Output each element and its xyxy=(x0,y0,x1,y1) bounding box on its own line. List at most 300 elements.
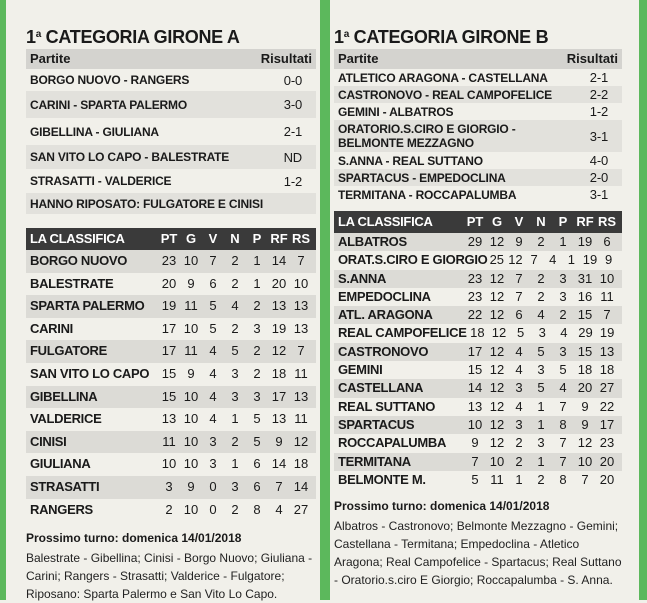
stat-cell: 22 xyxy=(467,307,483,323)
match-row xyxy=(334,186,622,203)
title-number: 1 xyxy=(26,27,36,47)
standings-row xyxy=(334,270,622,288)
stat-cell: 12 xyxy=(489,398,505,414)
standings-row xyxy=(334,324,622,342)
match-score: 2-1 xyxy=(283,124,302,139)
stat-cell: 13 xyxy=(161,411,177,427)
stat-cell: 7 xyxy=(559,398,567,414)
stat-cell: 1 xyxy=(231,411,239,427)
stat-cell: 5 xyxy=(253,411,261,427)
stat-cell: 9 xyxy=(581,416,589,432)
stat-cell: 3 xyxy=(515,416,523,432)
standings-row xyxy=(26,431,316,454)
stat-cell: 2 xyxy=(515,453,523,469)
stat-cell: 2 xyxy=(165,501,173,517)
stat-cell: 12 xyxy=(489,270,505,286)
stat-cell: 25 xyxy=(489,252,505,268)
stat-cell: 13 xyxy=(293,298,309,314)
standings-col-6: RF xyxy=(270,231,288,246)
partite-label: Partite xyxy=(338,51,379,66)
standings-row xyxy=(26,363,316,386)
stat-cell: 6 xyxy=(253,478,261,494)
stat-cell: 5 xyxy=(209,320,217,336)
stat-cell: 12 xyxy=(489,435,505,451)
match-row xyxy=(334,120,622,152)
title-superscript: a xyxy=(35,29,41,40)
team-name: SPARTA PALERMO xyxy=(30,298,145,314)
stat-cell: 3 xyxy=(538,325,546,341)
risultati-label: Risultati xyxy=(566,51,618,66)
stat-cell: 11 xyxy=(184,298,198,314)
stat-cell: 13 xyxy=(599,343,615,359)
team-name: ROCCAPALUMBA xyxy=(338,435,447,451)
match-score: 3-1 xyxy=(589,128,608,144)
standings-col-4: N xyxy=(230,231,240,246)
stat-cell: 13 xyxy=(293,388,309,404)
team-name: REAL SUTTANO xyxy=(338,398,436,414)
standings-row xyxy=(26,499,316,522)
section-title xyxy=(334,24,622,46)
stat-cell: 10 xyxy=(183,388,199,404)
stat-cell: 14 xyxy=(467,380,483,396)
match-teams: ATLETICO ARAGONA - CASTELLANA xyxy=(338,70,548,85)
standings-row xyxy=(26,476,316,499)
stat-cell: 9 xyxy=(605,252,613,268)
standings-col-7: RS xyxy=(291,231,311,246)
stat-cell: 11 xyxy=(490,471,504,487)
stat-cell: 23 xyxy=(467,288,483,304)
stat-cell: 17 xyxy=(271,388,287,404)
stat-cell: 12 xyxy=(508,252,523,268)
stat-cell: 9 xyxy=(581,398,589,414)
stat-cell: 20 xyxy=(599,453,615,469)
match-score: 2-1 xyxy=(589,70,608,85)
stat-cell: 3 xyxy=(209,433,217,449)
match-teams: STRASATTI - VALDERICE xyxy=(30,174,172,188)
stat-cell: 4 xyxy=(275,501,283,517)
standings-header xyxy=(334,211,622,233)
stat-cell: 3 xyxy=(253,320,261,336)
stat-cell: 2 xyxy=(537,471,545,487)
match-teams: TERMITANA - ROCCAPALUMBA xyxy=(338,187,517,202)
team-name: EMPEDOCLINA xyxy=(338,288,431,304)
match-teams: CASTRONOVO - REAL CAMPOFELICE xyxy=(338,87,552,102)
stat-cell: 3 xyxy=(559,270,567,286)
stat-cell: 3 xyxy=(231,388,239,404)
stat-cell: 11 xyxy=(294,411,308,427)
stat-cell: 13 xyxy=(467,398,483,414)
standings-col-2: G xyxy=(185,231,197,246)
stat-cell: 15 xyxy=(161,388,177,404)
stat-cell: 15 xyxy=(577,343,593,359)
stat-cell: 16 xyxy=(577,288,593,304)
stat-cell: 5 xyxy=(559,362,567,378)
stat-cell: 1 xyxy=(253,275,261,291)
match-row xyxy=(334,152,622,169)
match-teams: SPARTACUS - EMPEDOCLINA xyxy=(338,170,506,185)
stat-cell: 12 xyxy=(271,343,287,359)
team-name: VALDERICE xyxy=(30,411,102,427)
stat-cell: 3 xyxy=(231,478,239,494)
standings-row xyxy=(334,453,622,471)
stat-cell: 11 xyxy=(162,433,176,449)
stat-cell: 3 xyxy=(559,288,567,304)
team-name: BORGO NUOVO xyxy=(30,253,128,268)
stat-cell: 4 xyxy=(549,252,557,268)
stat-cell: 19 xyxy=(582,252,598,268)
stat-cell: 29 xyxy=(578,325,593,341)
team-name: FULGATORE xyxy=(30,343,107,359)
stat-cell: 2 xyxy=(537,270,545,286)
next-round-title: Prossimo turno: domenica 14/01/2018 xyxy=(26,531,242,546)
stat-cell: 14 xyxy=(271,456,287,472)
stat-cell: 4 xyxy=(515,398,523,414)
stat-cell: 8 xyxy=(559,416,567,432)
stat-cell: 2 xyxy=(537,288,545,304)
standings-col-7: RS xyxy=(597,214,617,229)
match-score: 4-0 xyxy=(589,153,608,168)
match-score: 3-1 xyxy=(589,187,608,202)
next-round-fixtures: Balestrate - Gibellina; Cinisi - Borgo Nuovo; Giuliana - Carini; Rangers - Strasatti; Valderice - Fulgatore; Riposano: Sparta Palermo e San Vito Lo Capo. xyxy=(26,551,313,602)
stat-cell: 8 xyxy=(253,501,261,517)
stat-cell: 7 xyxy=(471,453,479,469)
stat-cell: 18 xyxy=(470,325,485,341)
stat-cell: 5 xyxy=(471,471,479,487)
standings-col-2: G xyxy=(491,214,503,229)
stat-cell: 2 xyxy=(253,343,261,359)
stat-cell: 1 xyxy=(253,253,261,268)
title-text: CATEGORIA GIRONE B xyxy=(348,27,549,47)
standings-row xyxy=(26,453,316,476)
match-teams: GIBELLINA - GIULIANA xyxy=(30,124,159,139)
stat-cell: 6 xyxy=(209,275,217,291)
stat-cell: 31 xyxy=(577,270,593,286)
stat-cell: 5 xyxy=(537,380,545,396)
match-row xyxy=(26,69,316,91)
standings-row xyxy=(26,273,316,296)
stat-cell: 17 xyxy=(599,416,615,432)
stat-cell: 17 xyxy=(161,320,177,336)
stat-cell: 3 xyxy=(559,343,567,359)
team-name: CARINI xyxy=(30,320,73,336)
stat-cell: 3 xyxy=(537,362,545,378)
stat-cell: 3 xyxy=(209,456,217,472)
stat-cell: 17 xyxy=(467,343,483,359)
standings-row xyxy=(26,340,316,363)
stat-cell: 10 xyxy=(183,433,199,449)
team-name: ORAT.S.CIRO E GIORGIO xyxy=(338,252,488,268)
stat-cell: 12 xyxy=(491,325,507,341)
stat-cell: 18 xyxy=(271,365,287,381)
stat-cell: 2 xyxy=(559,307,567,323)
stat-cell: 7 xyxy=(530,252,538,268)
stat-cell: 7 xyxy=(297,253,305,268)
stat-cell: 2 xyxy=(253,365,261,381)
stat-cell: 13 xyxy=(293,320,309,336)
stat-cell: 7 xyxy=(275,478,283,494)
stat-cell: 12 xyxy=(489,380,505,396)
stat-cell: 13 xyxy=(271,411,287,427)
standings-row xyxy=(26,408,316,431)
title-number: 1 xyxy=(334,27,344,47)
stat-cell: 11 xyxy=(184,343,198,359)
stat-cell: 7 xyxy=(209,253,217,268)
stat-cell: 13 xyxy=(271,298,287,314)
match-score: 2-0 xyxy=(589,170,608,185)
match-teams: GEMINI - ALBATROS xyxy=(338,104,454,119)
stat-cell: 1 xyxy=(537,416,545,432)
standings-row xyxy=(334,398,622,416)
stat-cell: 4 xyxy=(209,411,217,427)
stat-cell: 11 xyxy=(294,365,308,381)
stat-cell: 5 xyxy=(537,343,545,359)
match-row xyxy=(26,145,316,169)
team-name: BELMONTE M. xyxy=(338,471,426,487)
standings-col-5: P xyxy=(558,214,568,229)
stat-cell: 7 xyxy=(515,270,523,286)
match-score: ND xyxy=(283,149,302,165)
stat-cell: 19 xyxy=(577,234,593,249)
stat-cell: 9 xyxy=(515,234,523,249)
stat-cell: 7 xyxy=(603,307,611,323)
stat-cell: 27 xyxy=(293,501,309,517)
team-name: S.ANNA xyxy=(338,270,387,286)
stat-cell: 20 xyxy=(599,471,615,487)
stat-cell: 3 xyxy=(231,365,239,381)
stat-cell: 9 xyxy=(187,275,195,291)
stat-cell: 2 xyxy=(231,320,239,336)
team-name: GIULIANA xyxy=(30,456,91,472)
standings-row xyxy=(26,386,316,409)
match-row xyxy=(334,169,622,186)
stat-cell: 12 xyxy=(489,234,505,249)
standings-row xyxy=(334,379,622,397)
stat-cell: 1 xyxy=(515,471,523,487)
standings-row xyxy=(26,250,316,273)
stat-cell: 22 xyxy=(599,398,615,414)
match-score: 0-0 xyxy=(283,72,302,88)
match-row xyxy=(26,169,316,193)
stat-cell: 4 xyxy=(559,380,567,396)
stat-cell: 2 xyxy=(231,433,239,449)
stat-cell: 2 xyxy=(537,234,545,249)
results-header xyxy=(334,49,622,69)
match-score: 2-2 xyxy=(589,87,608,102)
team-name: SAN VITO LO CAPO xyxy=(30,365,150,381)
stat-cell: 4 xyxy=(515,362,523,378)
stat-cell: 5 xyxy=(517,325,525,341)
standings-row xyxy=(26,295,316,318)
stat-cell: 1 xyxy=(567,252,575,268)
stat-cell: 29 xyxy=(467,234,483,249)
standings-col-4: N xyxy=(536,214,546,229)
standings-row xyxy=(334,233,622,251)
standings-row xyxy=(26,318,316,341)
standings-header xyxy=(26,228,316,250)
stat-cell: 10 xyxy=(183,501,199,517)
stat-cell: 18 xyxy=(577,362,593,378)
next-round-fixtures: Albatros - Castronovo; Belmonte Mezzagno - Gemini; Castellana - Termitana; Empedoclina - Atletico Aragona; Real Campofelice - Spartacus; Real Suttano - Oratorio.s.ciro E Giorgio; Roccapalumba - S. Anna. xyxy=(334,519,622,588)
stat-cell: 23 xyxy=(467,270,483,286)
partite-label: Partite xyxy=(30,51,71,66)
girone-b-column xyxy=(334,0,622,589)
stat-cell: 6 xyxy=(603,234,611,249)
stat-cell: 15 xyxy=(161,365,177,381)
team-name: GIBELLINA xyxy=(30,388,98,404)
stat-cell: 1 xyxy=(231,456,239,472)
match-row xyxy=(334,69,622,86)
stat-cell: 10 xyxy=(489,453,505,469)
stat-cell: 12 xyxy=(577,435,593,451)
stat-cell: 2 xyxy=(253,298,261,314)
stat-cell: 9 xyxy=(187,478,195,494)
stat-cell: 7 xyxy=(297,343,305,359)
match-teams: BORGO NUOVO - RANGERS xyxy=(30,73,190,87)
match-teams: ORATORIO.S.CIRO E GIORGIO - BELMONTE MEZZAGNO xyxy=(338,122,516,150)
match-row xyxy=(26,193,316,214)
stat-cell: 18 xyxy=(293,456,309,472)
team-name: BALESTRATE xyxy=(30,275,114,291)
stat-cell: 3 xyxy=(537,435,545,451)
center-green-divider xyxy=(320,0,330,600)
stat-cell: 12 xyxy=(489,307,505,323)
stat-cell: 11 xyxy=(600,288,614,304)
match-score: 1-2 xyxy=(283,173,302,189)
stat-cell: 14 xyxy=(271,253,287,268)
right-green-border xyxy=(639,0,647,600)
match-teams: CARINI - SPARTA PALERMO xyxy=(30,97,187,112)
stat-cell: 15 xyxy=(577,307,593,323)
stat-cell: 10 xyxy=(183,320,199,336)
stat-cell: 17 xyxy=(161,343,177,359)
stat-cell: 4 xyxy=(209,365,217,381)
standings-row xyxy=(334,343,622,361)
stat-cell: 6 xyxy=(515,307,523,323)
standings-col-5: P xyxy=(252,231,262,246)
stat-cell: 9 xyxy=(187,365,195,381)
match-score: 1-2 xyxy=(589,104,608,119)
stat-cell: 15 xyxy=(467,362,483,378)
left-green-border xyxy=(0,0,6,600)
standings-col-1: PT xyxy=(160,231,178,246)
team-name: STRASATTI xyxy=(30,478,100,494)
stat-cell: 12 xyxy=(489,362,505,378)
stat-cell: 12 xyxy=(489,416,505,432)
stat-cell: 2 xyxy=(515,435,523,451)
standings-col-0: LA CLASSIFICA xyxy=(338,214,433,229)
stat-cell: 10 xyxy=(577,453,593,469)
stat-cell: 4 xyxy=(560,325,568,341)
stat-cell: 1 xyxy=(537,398,545,414)
stat-cell: 2 xyxy=(231,501,239,517)
stat-cell: 0 xyxy=(209,478,217,494)
team-name: CASTRONOVO xyxy=(338,343,429,359)
standings-col-3: V xyxy=(208,231,218,246)
team-name: CASTELLANA xyxy=(338,380,424,396)
stat-cell: 14 xyxy=(293,478,309,494)
stat-cell: 4 xyxy=(537,307,545,323)
standings-col-6: RF xyxy=(576,214,594,229)
stat-cell: 10 xyxy=(161,456,177,472)
stat-cell: 23 xyxy=(161,253,177,268)
stat-cell: 12 xyxy=(293,433,309,449)
match-list xyxy=(26,69,316,214)
stat-cell: 10 xyxy=(183,456,199,472)
standings-col-0: LA CLASSIFICA xyxy=(30,231,125,246)
stat-cell: 10 xyxy=(467,416,483,432)
match-row xyxy=(26,91,316,118)
match-teams: HANNO RIPOSATO: FULGATORE E CINISI xyxy=(30,196,263,211)
standings-row xyxy=(334,251,622,269)
stat-cell: 4 xyxy=(209,388,217,404)
stat-cell: 0 xyxy=(209,501,217,517)
standings-row xyxy=(334,306,622,324)
stat-cell: 20 xyxy=(161,275,177,291)
stat-cell: 4 xyxy=(231,298,239,314)
stat-cell: 7 xyxy=(559,435,567,451)
team-name: TERMITANA xyxy=(338,453,411,469)
stat-cell: 7 xyxy=(559,453,567,469)
stat-cell: 3 xyxy=(515,380,523,396)
stat-cell: 9 xyxy=(471,435,479,451)
girone-a-column xyxy=(26,0,316,603)
stat-cell: 23 xyxy=(599,435,615,451)
match-row xyxy=(26,118,316,145)
stat-cell: 10 xyxy=(599,270,615,286)
standings-row xyxy=(334,361,622,379)
team-name: RANGERS xyxy=(30,501,93,517)
team-name: REAL CAMPOFELICE xyxy=(338,325,467,341)
match-score: 3-0 xyxy=(283,97,302,112)
standings-table xyxy=(334,233,622,489)
stat-cell: 2 xyxy=(231,275,239,291)
stat-cell: 10 xyxy=(183,411,199,427)
stat-cell: 19 xyxy=(271,320,287,336)
stat-cell: 4 xyxy=(209,343,217,359)
team-name: ATL. ARAGONA xyxy=(338,307,433,323)
match-teams: S.ANNA - REAL SUTTANO xyxy=(338,153,483,168)
stat-cell: 1 xyxy=(559,234,567,249)
stat-cell: 3 xyxy=(165,478,173,494)
stat-cell: 12 xyxy=(489,343,505,359)
team-name: GEMINI xyxy=(338,362,383,378)
next-round-title: Prossimo turno: domenica 14/01/2018 xyxy=(334,499,550,514)
standings-row xyxy=(334,471,622,489)
standings-table xyxy=(26,250,316,521)
team-name: ALBATROS xyxy=(338,234,407,249)
stat-cell: 19 xyxy=(599,325,615,341)
stat-cell: 10 xyxy=(293,275,309,291)
stat-cell: 9 xyxy=(275,433,283,449)
standings-col-1: PT xyxy=(466,214,484,229)
stat-cell: 20 xyxy=(271,275,287,291)
risultati-label: Risultati xyxy=(260,51,312,66)
team-name: CINISI xyxy=(30,433,67,449)
stat-cell: 4 xyxy=(515,343,523,359)
match-list xyxy=(334,69,622,203)
stat-cell: 3 xyxy=(253,388,261,404)
section-title xyxy=(26,24,316,46)
stat-cell: 10 xyxy=(183,253,199,268)
stat-cell: 18 xyxy=(599,362,615,378)
standings-row xyxy=(334,434,622,452)
results-header xyxy=(26,49,316,69)
stat-cell: 6 xyxy=(253,456,261,472)
stat-cell: 19 xyxy=(161,298,177,314)
standings-col-3: V xyxy=(514,214,524,229)
stat-cell: 2 xyxy=(231,253,239,268)
match-row xyxy=(334,86,622,103)
